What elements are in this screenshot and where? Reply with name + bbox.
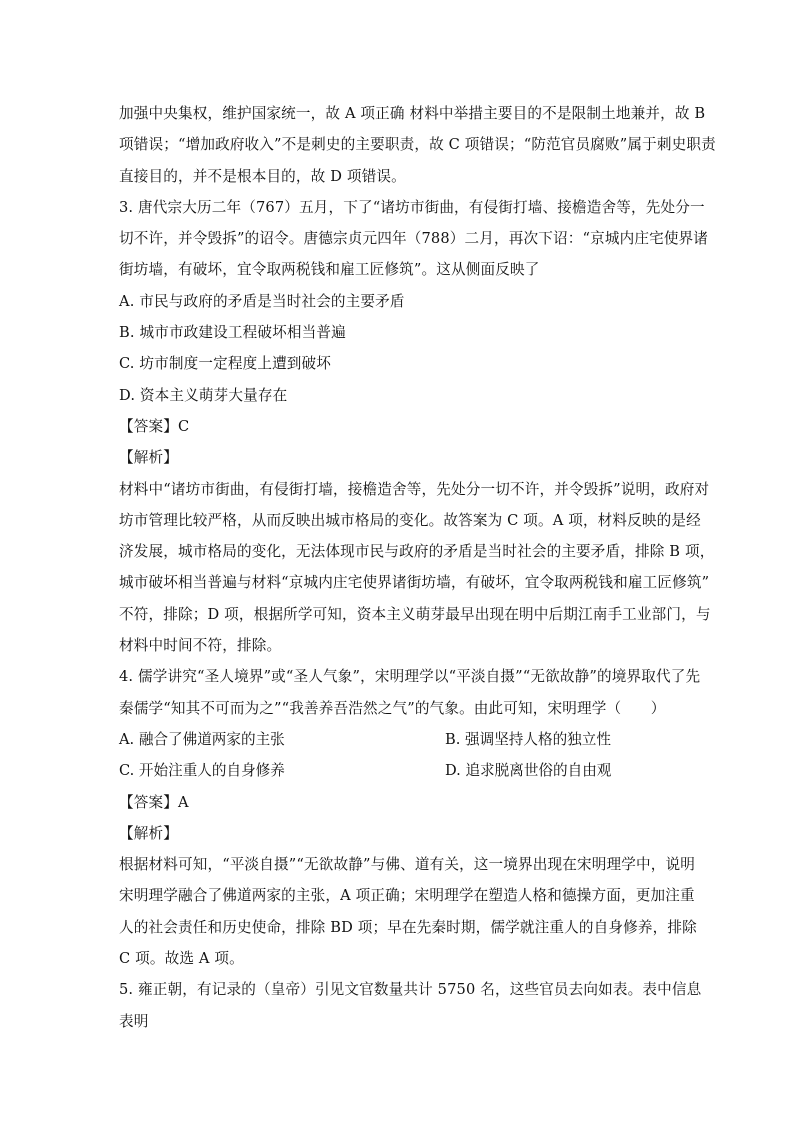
q4-analysis-line-4: C 项。故选 A 项。 [119, 950, 244, 968]
q4-options-row-2 [119, 755, 679, 786]
q4-analysis-line-1: 根据材料可知，“平淡自摄”“无欲故静”与佛、道有关，这一境界出现在宋明理学中，说明 [119, 856, 695, 874]
q3-answer: 【答案】C [119, 417, 190, 435]
q3-option-d: D. 资本主义萌芽大量存在 [119, 386, 288, 404]
q2-analysis-line-3: 直接目的，并不是根本目的，故 D 项错误。 [119, 167, 406, 185]
q4-analysis-line-2: 宋明理学融合了佛道两家的主张，A 项正确；宋明理学在塑造人格和德操方面，更加注重 [119, 887, 695, 905]
q3-option-c: C. 坊市制度一定程度上遭到破坏 [119, 355, 332, 373]
q3-option-b: B. 城市市政建设工程破坏相当普遍 [119, 324, 346, 342]
document-page [119, 98, 716, 1037]
q4-options-row-1 [119, 724, 679, 755]
q3-analysis-line-6: 材料中时间不符，排除。 [119, 637, 282, 655]
q3-stem-line-1: 3. 唐代宗大历二年（767）五月，下了“诸坊市街曲，有侵街打墙、接檐造舍等，先处分一 [119, 198, 705, 216]
q3-analysis-line-3: 济发展，城市格局的变化，无法体现市民与政府的矛盾是当时社会的主要矛盾，排除 B 项， [119, 543, 715, 561]
q4-answer: 【答案】A [119, 793, 189, 811]
q4-option-b: B. 强调坚持人格的独立性 [445, 730, 611, 748]
q3-stem-line-2: 切不许，并令毁拆”的诏令。唐德宗贞元四年（788）二月，再次下诏：“京城内庄宅使界诸 [119, 230, 709, 248]
q2-analysis-line-1: 加强中央集权，维护国家统一，故 A 项正确 材料中举措主要目的不是限制土地兼并，故 B [119, 105, 706, 122]
q3-option-a: A. 市民与政府的矛盾是当时社会的主要矛盾 [119, 292, 405, 310]
q3-analysis-line-2: 坊市管理比较严格，从而反映出城市格局的变化。故答案为 C 项。A 项，材料反映的是经 [119, 511, 701, 529]
q3-analysis-line-5: 不符，排除；D 项，根据所学可知，资本主义萌芽最早出现在明中后期江南手工业部门，与 [119, 605, 711, 623]
q2-analysis-line-2: 项错误；“增加政府收入”不是刺史的主要职责，故 C 项错误；“防范官员腐败”属于刺史职责 [119, 136, 716, 154]
q4-analysis-line-3: 人的社会责任和历史使命，排除 BD 项；早在先秦时期，儒学就注重人的自身修养，排除 [119, 918, 697, 936]
q4-option-a: A. 融合了佛道两家的主张 [119, 730, 285, 748]
q3-stem-line-3: 街坊墙，有破坏，宜令取两税钱和雇工匠修筑”。这从侧面反映了 [119, 261, 540, 279]
q4-stem-line-2: 秦儒学“知其不可而为之”“我善养吾浩然之气”的气象。由此可知，宋明理学（ ） [119, 699, 666, 717]
q4-stem-line-1: 4. 儒学讲究“圣人境界”或“圣人气象”，宋明理学以“平淡自摄”“无欲故静”的境界取代了先 [119, 668, 701, 686]
q5-stem-line-1: 5. 雍正朝，有记录的（皇帝）引见文官数量共计 5750 名，这些官员去向如表。表中信息 [119, 981, 702, 999]
q4-option-c: C. 开始注重人的自身修养 [119, 762, 285, 780]
q3-analysis-line-1: 材料中“诸坊市街曲，有侵街打墙，接檐造舍等，先处分一切不许，并令毁拆”说明，政府对 [119, 480, 710, 498]
q4-analysis-heading: 【解析】 [119, 824, 178, 842]
q3-analysis-line-4: 城市破坏相当普遍与材料“京城内庄宅使界诸街坊墙，有破坏，宜令取两税钱和雇工匠修筑” [119, 574, 710, 592]
q4-option-d: D. 追求脱离世俗的自由观 [445, 762, 612, 780]
q5-stem-line-2: 表明 [119, 1012, 149, 1030]
q3-analysis-heading: 【解析】 [119, 449, 178, 467]
